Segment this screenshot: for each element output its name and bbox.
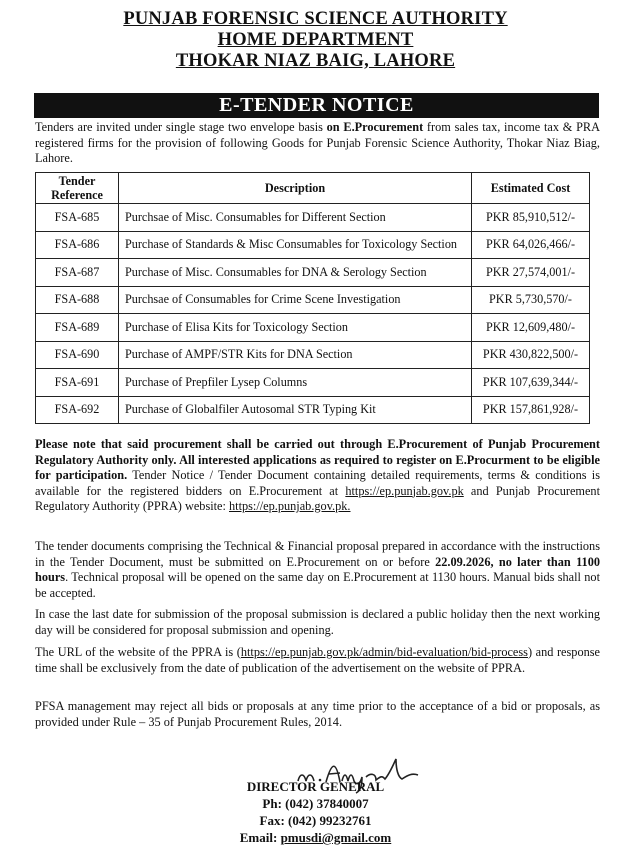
procurement-note-bold: Please note that said procurement shall be carried out through E.Procurement of Punjab Procurement Regulatory Authority only. All interested applications as required to register on E.Procurment to be eligible for participation. <box>35 437 600 482</box>
table-row <box>36 286 590 314</box>
tender-cost: PKR 5,730,570/- <box>472 286 590 314</box>
table-row <box>36 369 590 397</box>
eprocurement-link[interactable]: https://ep.punjab.gov.pk <box>345 483 464 498</box>
signature-block <box>0 778 631 846</box>
tender-cost: PKR 12,609,480/- <box>472 314 590 342</box>
submission-deadline: 22.09.2026, no later than 1100 hours <box>35 554 600 584</box>
holiday-paragraph: In case the last date for submission of the proposal submission is declared a public holiday then the next working day will be considered for proposal submission and opening. <box>35 607 600 637</box>
notice-banner: E-TENDER NOTICE <box>34 93 599 118</box>
tender-description: Purchase of AMPF/STR Kits for DNA Section <box>119 341 472 369</box>
table-row <box>36 204 590 232</box>
tender-description: Purchase of Misc. Consumables for DNA & Serology Section <box>119 259 472 287</box>
tender-description: Purchase of Elisa Kits for Toxicology Section <box>119 314 472 342</box>
table-row <box>36 341 590 369</box>
department-name: HOME DEPARTMENT <box>217 30 414 50</box>
tender-cost: PKR 27,574,001/- <box>472 259 590 287</box>
tender-ref: FSA-690 <box>36 341 119 369</box>
signatory-phone: Ph: (042) 37840007 <box>262 796 369 811</box>
ppra-url-paragraph <box>35 645 600 676</box>
signatory-fax: Fax: (042) 99232761 <box>259 813 372 828</box>
table-row <box>36 396 590 424</box>
tender-description: Purchsae of Consumables for Crime Scene Investigation <box>119 286 472 314</box>
tender-description: Purchase of Prepfiler Lysep Columns <box>119 369 472 397</box>
letterhead <box>0 9 631 72</box>
org-name: PUNJAB FORENSIC SCIENCE AUTHORITY <box>123 9 508 29</box>
tender-description: Purchase of Globalfiler Autosomal STR Typing Kit <box>119 396 472 424</box>
rejection-paragraph: PFSA management may reject all bids or proposals at any time prior to the acceptance of a bid or proposals, as provided under Rule – 35 of Punjab Procurement Rules, 2014. <box>35 699 600 729</box>
procurement-note <box>35 437 600 515</box>
procurement-note-text-2: and Punjab Procurement Regulatory Authority (PPRA) website: <box>35 483 600 513</box>
signatory-title: DIRECTOR GENERAL <box>246 779 385 794</box>
ppra-url-text-1: The URL of the website of the PPRA is ( <box>35 645 241 659</box>
address-line: THOKAR NIAZ BAIG, LAHORE <box>175 51 456 71</box>
tender-ref: FSA-685 <box>36 204 119 232</box>
tender-cost: PKR 157,861,928/- <box>472 396 590 424</box>
table-row <box>36 231 590 259</box>
ppra-website-link[interactable]: https://ep.punjab.gov.pk. <box>229 499 351 513</box>
tender-cost: PKR 430,822,500/- <box>472 341 590 369</box>
table-row <box>36 259 590 287</box>
intro-bold: on E.Procurement <box>326 120 424 134</box>
submission-text-2: . Technical proposal will be opened on the same day on E.Procurement at 1130 hours. Manual bids shall not be accepted. <box>35 570 600 600</box>
intro-text-2: from sales tax, income tax & PRA registered firms for the provision of following Goods for Punjab Forensic Science Authority, Thokar Niaz Biag, Lahore. <box>35 120 600 165</box>
header-estimated-cost: Estimated Cost <box>472 173 590 204</box>
tender-ref: FSA-691 <box>36 369 119 397</box>
bid-process-link[interactable]: https://ep.punjab.gov.pk/admin/bid-evaluation/bid-process <box>240 645 528 659</box>
tender-ref: FSA-689 <box>36 314 119 342</box>
tender-ref: FSA-688 <box>36 286 119 314</box>
tender-cost: PKR 107,639,344/- <box>472 369 590 397</box>
tender-cost: PKR 85,910,512/- <box>472 204 590 232</box>
intro-text-1: Tenders are invited under single stage two envelope basis <box>35 120 327 134</box>
tender-description: Purchsae of Misc. Consumables for Different Section <box>119 204 472 232</box>
submission-text-1: The tender documents comprising the Technical & Financial proposal prepared in accordance with the instructions in the Tender Document, must be submitted on E.Procurement on or before <box>35 539 600 569</box>
table-row <box>36 314 590 342</box>
email-link[interactable]: pmusdi@gmail.com <box>280 830 392 845</box>
procurement-note-text-1: Tender Notice / Tender Document containing detailed requirements, terms & conditions is available for the registered bidders on E.Procurement at <box>35 468 600 498</box>
header-tender-reference: Tender Reference <box>36 173 119 204</box>
ppra-url-text-2: ) and response time shall be exclusively from the date of publication of the advertisement on the website of PPRA. <box>35 645 600 675</box>
header-description: Description <box>119 173 472 204</box>
tender-table <box>35 172 590 424</box>
signatory-email-line <box>0 829 631 846</box>
tender-ref: FSA-687 <box>36 259 119 287</box>
tender-ref: FSA-686 <box>36 231 119 259</box>
email-label: Email: <box>239 830 281 845</box>
tender-description: Purchase of Standards & Misc Consumables for Toxicology Section <box>119 231 472 259</box>
submission-paragraph <box>35 539 600 601</box>
intro-paragraph <box>35 120 600 167</box>
tender-cost: PKR 64,026,466/- <box>472 231 590 259</box>
table-header-row <box>36 173 590 204</box>
tender-ref: FSA-692 <box>36 396 119 424</box>
